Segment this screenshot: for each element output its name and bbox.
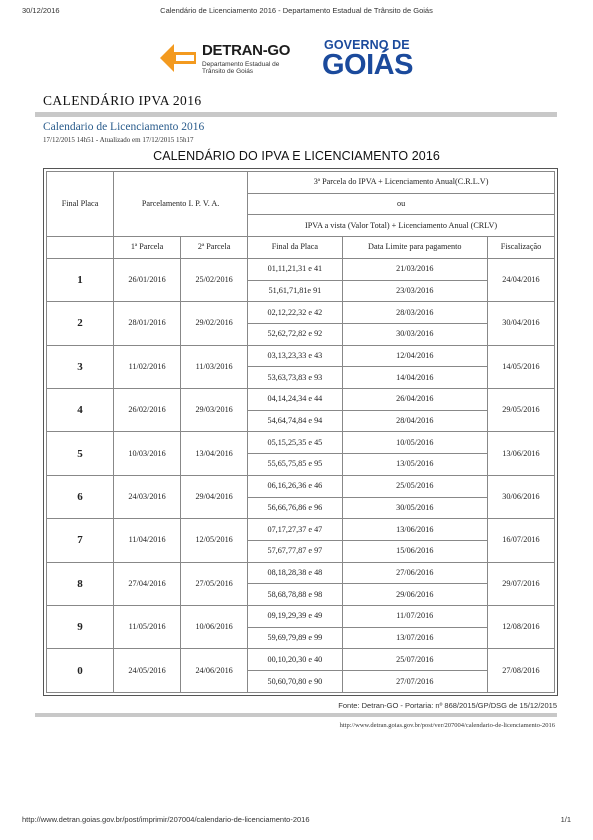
table-row	[47, 606, 555, 628]
detran-name: DETRAN-GO	[202, 42, 291, 59]
table-row	[47, 649, 555, 671]
header-fiscalizacao: Fiscalização	[487, 237, 554, 259]
print-header	[22, 6, 571, 20]
plate-endings-group-a: 01,11,21,31 e 41	[248, 258, 342, 280]
second-installment-date: 29/04/2016	[181, 475, 248, 518]
header-final-da-placa: Final da Placa	[248, 237, 342, 259]
final-placa-digit: 5	[47, 432, 114, 475]
goias-text: GOIÁS	[322, 49, 413, 81]
final-placa-digit: 7	[47, 519, 114, 562]
article-meta: 17/12/2015 14h51 - Atualizado em 17/12/2015 15h17	[43, 136, 194, 144]
header-data-limite: Data Limite para pagamento	[342, 237, 487, 259]
plate-endings-group-a: 00,10,20,30 e 40	[248, 649, 342, 671]
print-footer	[22, 815, 571, 827]
second-installment-date: 12/05/2016	[181, 519, 248, 562]
due-date-group-a: 10/05/2016	[342, 432, 487, 454]
plate-endings-group-b: 59,69,79,89 e 99	[248, 627, 342, 649]
plate-endings-group-b: 58,68,78,88 e 98	[248, 584, 342, 606]
header-parcelamento: Parcelamento I. P. V. A.	[114, 172, 248, 237]
due-date-group-b: 28/04/2016	[342, 410, 487, 432]
inspection-date: 13/06/2016	[487, 432, 554, 475]
due-date-group-b: 30/03/2016	[342, 323, 487, 345]
inspection-date: 30/06/2016	[487, 475, 554, 518]
second-installment-date: 11/03/2016	[181, 345, 248, 388]
final-placa-digit: 6	[47, 475, 114, 518]
second-installment-date: 29/02/2016	[181, 302, 248, 345]
governo-de-text: GOVERNO DE	[324, 38, 410, 52]
footer-divider	[35, 713, 557, 717]
print-date: 30/12/2016	[22, 6, 60, 15]
governo-goias-logo[interactable]	[322, 38, 422, 82]
second-installment-date: 24/06/2016	[181, 649, 248, 693]
page-number: 1/1	[560, 815, 571, 824]
source-note: Fonte: Detran-GO - Portaria: nº 868/2015/GP/DSG de 15/12/2015	[338, 701, 557, 710]
print-url: http://www.detran.goias.gov.br/post/imprimir/207004/calendario-de-licenciamento-2016	[22, 815, 310, 824]
detran-logo[interactable]	[158, 40, 298, 80]
plate-endings-group-b: 53,63,73,83 e 93	[248, 367, 342, 389]
due-date-group-b: 23/03/2016	[342, 280, 487, 302]
first-installment-date: 24/03/2016	[114, 475, 181, 518]
inspection-date: 29/07/2016	[487, 562, 554, 605]
due-date-group-a: 21/03/2016	[342, 258, 487, 280]
detran-subtitle	[202, 61, 279, 75]
first-installment-date: 27/04/2016	[114, 562, 181, 605]
second-installment-date: 13/04/2016	[181, 432, 248, 475]
table-row	[47, 475, 555, 497]
header-ou: ou	[248, 193, 555, 215]
due-date-group-a: 12/04/2016	[342, 345, 487, 367]
final-placa-digit: 1	[47, 258, 114, 301]
logo-bar	[0, 36, 593, 86]
inspection-date: 12/08/2016	[487, 606, 554, 649]
table-row	[47, 345, 555, 367]
due-date-group-b: 29/06/2016	[342, 584, 487, 606]
plate-endings-group-b: 55,65,75,85 e 95	[248, 454, 342, 476]
header-final-placa: Final Placa	[47, 172, 114, 237]
calendar-table-frame	[43, 168, 558, 696]
page-title: CALENDÁRIO IPVA 2016	[43, 93, 202, 108]
first-installment-date: 26/02/2016	[114, 389, 181, 432]
final-placa-digit: 2	[47, 302, 114, 345]
print-title: Calendário de Licenciamento 2016 - Departamento Estadual de Trânsito de Goiás	[160, 6, 433, 15]
table-row	[47, 562, 555, 584]
detran-subtitle-line1: Departamento Estadual de	[202, 61, 280, 68]
table-row	[47, 389, 555, 411]
due-date-group-a: 28/03/2016	[342, 302, 487, 324]
inspection-date: 30/04/2016	[487, 302, 554, 345]
first-installment-date: 10/03/2016	[114, 432, 181, 475]
due-date-group-b: 30/05/2016	[342, 497, 487, 519]
first-installment-date: 11/04/2016	[114, 519, 181, 562]
inspection-date: 29/05/2016	[487, 389, 554, 432]
due-date-group-b: 13/05/2016	[342, 454, 487, 476]
first-installment-date: 24/05/2016	[114, 649, 181, 693]
final-placa-digit: 9	[47, 606, 114, 649]
calendar-table	[46, 171, 555, 693]
inspection-date: 24/04/2016	[487, 258, 554, 301]
due-date-group-b: 14/04/2016	[342, 367, 487, 389]
second-installment-date: 10/06/2016	[181, 606, 248, 649]
first-installment-date: 26/01/2016	[114, 258, 181, 301]
due-date-group-a: 13/06/2016	[342, 519, 487, 541]
plate-endings-group-b: 50,60,70,80 e 90	[248, 671, 342, 693]
header-3-parcela: 3ª Parcela do IPVA + Licenciamento Anual(C.R.L.V)	[248, 172, 555, 194]
table-row	[47, 258, 555, 280]
first-installment-date: 28/01/2016	[114, 302, 181, 345]
table-row	[47, 432, 555, 454]
due-date-group-a: 26/04/2016	[342, 389, 487, 411]
plate-endings-group-a: 03,13,23,33 e 43	[248, 345, 342, 367]
due-date-group-b: 13/07/2016	[342, 627, 487, 649]
article-subtitle: Calendario de Licenciamento 2016	[43, 121, 205, 133]
due-date-group-a: 25/05/2016	[342, 475, 487, 497]
final-placa-digit: 3	[47, 345, 114, 388]
due-date-group-a: 11/07/2016	[342, 606, 487, 628]
header-1-parcela: 1ª Parcela	[114, 237, 181, 259]
final-placa-digit: 4	[47, 389, 114, 432]
title-divider	[35, 112, 557, 117]
due-date-group-a: 25/07/2016	[342, 649, 487, 671]
plate-endings-group-a: 06,16,26,36 e 46	[248, 475, 342, 497]
detran-subtitle-line2: Trânsito de Goiás	[202, 68, 254, 75]
plate-endings-group-b: 51,61,71,81e 91	[248, 280, 342, 302]
inspection-date: 16/07/2016	[487, 519, 554, 562]
plate-endings-group-b: 54,64,74,84 e 94	[248, 410, 342, 432]
first-installment-date: 11/02/2016	[114, 345, 181, 388]
header-final-placa-blank	[47, 237, 114, 259]
first-installment-date: 11/05/2016	[114, 606, 181, 649]
table-row	[47, 519, 555, 541]
due-date-group-b: 27/07/2016	[342, 671, 487, 693]
final-placa-digit: 8	[47, 562, 114, 605]
plate-endings-group-a: 05,15,25,35 e 45	[248, 432, 342, 454]
plate-endings-group-b: 56,66,76,86 e 96	[248, 497, 342, 519]
plate-endings-group-a: 08,18,28,38 e 48	[248, 562, 342, 584]
plate-endings-group-b: 52,62,72,82 e 92	[248, 323, 342, 345]
plate-endings-group-a: 09,19,29,39 e 49	[248, 606, 342, 628]
second-installment-date: 25/02/2016	[181, 258, 248, 301]
plate-endings-group-a: 07,17,27,37 e 47	[248, 519, 342, 541]
due-date-group-a: 27/06/2016	[342, 562, 487, 584]
table-row	[47, 302, 555, 324]
plate-endings-group-a: 04,14,24,34 e 44	[248, 389, 342, 411]
due-date-group-b: 15/06/2016	[342, 540, 487, 562]
header-a-vista: IPVA a vista (Valor Total) + Licenciamento Anual (CRLV)	[248, 215, 555, 237]
calendar-table-body	[47, 172, 555, 693]
plate-endings-group-b: 57,67,77,87 e 97	[248, 540, 342, 562]
final-placa-digit: 0	[47, 649, 114, 693]
second-installment-date: 29/03/2016	[181, 389, 248, 432]
article-url-link[interactable]: http://www.detran.goias.gov.br/post/ver/207004/calendario-de-licenciamento-2016	[339, 722, 555, 729]
plate-endings-group-a: 02,12,22,32 e 42	[248, 302, 342, 324]
detran-arrow-icon	[158, 40, 198, 76]
header-2-parcela: 2ª Parcela	[181, 237, 248, 259]
inspection-date: 14/05/2016	[487, 345, 554, 388]
second-installment-date: 27/05/2016	[181, 562, 248, 605]
table-title: CALENDÁRIO DO IPVA E LICENCIAMENTO 2016	[153, 149, 440, 163]
inspection-date: 27/08/2016	[487, 649, 554, 693]
